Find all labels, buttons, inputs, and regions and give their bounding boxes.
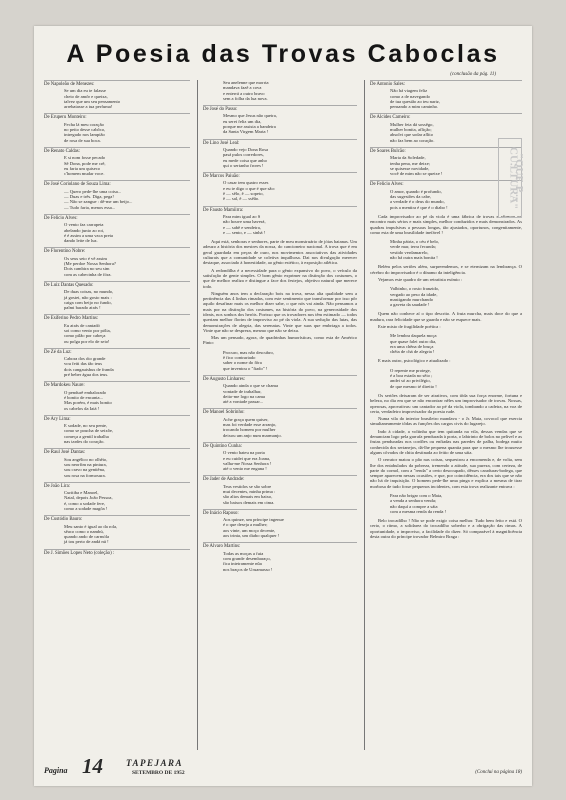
poem-verse: O amor, quando é profundo, das sugestões da cabe, a verdade é o deus do mundo, pois a mentira é que é o diabo ! bbox=[390, 188, 448, 210]
prose-paragraph: Mas um pensado, agora, de quadrinhas humorísticas, como esta de Américo Pinto: bbox=[203, 335, 357, 346]
poem-entry bbox=[203, 442, 357, 471]
poem-verse: Procuro, mas não descubro, ê fico contrariado saber o nome do fôra que inventou o "fiado" ! bbox=[223, 349, 274, 371]
poem-verse: Os seus seio é vê assim (Me perdoe Nossa Senhora? Dois cambira no seu sim com as cabecinha de fóra. bbox=[64, 255, 116, 277]
prose-paragraph: Este misto de fragilidade poética : bbox=[378, 323, 441, 329]
poem-author: De Lino José Leal: bbox=[203, 139, 357, 146]
poem-author: De Manoel Sobrinho: bbox=[203, 408, 357, 415]
poem-verse: Para não brigar com o Maia, a venda a senhora venda; não daquí a compre a sáia com a mesma renda da renda ! bbox=[390, 493, 447, 514]
library-stamp: "QUE P.... CU.LTURA" bbox=[498, 138, 522, 218]
poem-entry bbox=[203, 542, 357, 571]
poem-author: De Renato Caldas: bbox=[44, 147, 190, 154]
column-3 bbox=[370, 80, 525, 750]
page-footer bbox=[44, 754, 522, 780]
poem-author: De Florentino Nobre: bbox=[44, 247, 190, 254]
column-divider bbox=[197, 80, 198, 750]
poem-author: De Esiferino Pedro Martins: bbox=[44, 314, 190, 321]
prose-paragraph: A redondilha é a necessidade para o gênio expansivo do povo, o veículo da satisfação de gente simples. O bom gênio exprimer na distinção dos costumes, o que de melhor realiza e distingue a face dos festejos, objetivo natural que merece todo. bbox=[203, 267, 357, 289]
poem-entry bbox=[370, 333, 522, 354]
poem-verse: Todas as moças a fuia com grande desembaraço, fica inteiramente nûa nos braços de Uruamasso ! bbox=[223, 550, 273, 572]
poem-verse: Sou angélico no olhêio, sou neorfim na pintura, sou cravo na gentiêna, sou rosa na formosura. bbox=[64, 456, 108, 478]
poem-verse: O vento bateu na porta e eu cuidei que era Joana, valha-me Nossa Senhora ! até o vento me engana ! bbox=[223, 450, 272, 472]
prose-paragraph: Belo trocadilho ! Não se pode exigir coisa melhor. Tudo bem feito e está. O certo, o ritmo, a solidarez do trocadilho soberbo e a obrigação das rimas. A oportunidade, o improviso, a facilidade do dizer. Só comparável à magnificência desta outra do príncipe trovador Belmiro Braga : bbox=[370, 518, 522, 540]
poem-verse: O pendurê embalorado é bonito de encanta... Mas porém, é mais bonito os cabelos da Iaiá ! bbox=[64, 389, 112, 411]
poem-author: De Eruperu Monteiro: bbox=[44, 113, 190, 120]
poem-entry bbox=[203, 105, 357, 134]
poem-author: De Soares Bulcão: bbox=[370, 147, 522, 154]
poem-author: De José Coriolano de Souza Lima: bbox=[44, 180, 190, 187]
prose-paragraph: Ninguém anos tem a declaração bois na trova, nessa alta qualidade sem a pertinência das 4 linhas rimadas, com este sentimento que transformar por isso pôr aquilo desafinar mais os melhor dizer sabe, o que nós vai ainda. Não pensamos a mais por na distinção dos costumes, na história do povo, na generosidade dos ideais, nos sonhos dos heróis. Porisso que os trovadores nos têm estimado — todos queriam melhor florim de improviso ao pé da viola. A sua sedução das lutas, das demonstrações de alegria, das serenatas. Vinte que suas que embriaga a todos. Vinte que não se despreza, mesmo que não se deixa. bbox=[203, 290, 357, 333]
concluded-note: (Conclui na página 18) bbox=[475, 770, 522, 775]
prose-paragraph: Os sertões deixaram de ser atrativos, com tôda sua força enorme, fortuna e beleza, no dia em que se não encontrar nêles um improvisador de trovas. Nossas, operosas, aprovativas: um cantador ao pé da viola, tombando a cadeira, na voz de certa, verdadeiro improvisador da poesia rude. bbox=[370, 392, 522, 414]
column-1 bbox=[44, 80, 190, 750]
poem-author: De Alvaro Martins: bbox=[203, 542, 357, 549]
poem-author: De Antonio Sales: bbox=[370, 80, 522, 87]
poem-author: De Luiz Dantas Quesado: bbox=[44, 281, 190, 288]
poem-entry bbox=[44, 549, 190, 556]
poem-author: De Zé da Luz: bbox=[44, 348, 190, 355]
poem-verse: Minha pátria, o céu é belo, verde mar, terra fecunda; vestido verdamarelo, não há outra mais bonita ! bbox=[390, 239, 440, 261]
column-divider bbox=[364, 80, 365, 750]
poem-entry bbox=[370, 493, 522, 514]
poem-verse: Teus vestidos se são sobre mui decentes, minha prima : são altos demais em baixo, são baixos demais em cima. bbox=[223, 483, 276, 505]
poem-entry bbox=[44, 80, 190, 109]
poem-verse: Quando vejo Dona Rosa pasá pulos corredores, eu mede coisa que anho qui o sertanho frores ! bbox=[223, 146, 269, 168]
poem-verse: De duas coisas, no mundo, já gostei, não gosto mais : caiga com beijo no fundo, palmi barado atrás ! bbox=[64, 289, 114, 311]
poem-author: De Raul José Dantas: bbox=[44, 448, 190, 455]
poem-verse: Curitiba e Manoel, Natal, depois João Pessoa, é, como a sodade fere, como a sodade magôa ! bbox=[64, 490, 113, 511]
poem-verse: E sodade, no seu pente, como se poucha de seixõe, começa a gentil trabalha nas tardes do coração. bbox=[64, 423, 114, 445]
poem-verse: O repente me protege, é a boa estada no sêio ; andei só ao privilégio, de que mesmo té direito ! bbox=[390, 367, 437, 389]
poem-author: De Ary Lima: bbox=[44, 415, 190, 422]
poem-entry bbox=[44, 448, 190, 477]
prose-paragraph: Belém pelos sertões além, surpreendemos, e se eternizam na lembrança. O cérebro do improvisador é o dínamo da inteligência. bbox=[370, 264, 522, 275]
poem-entry bbox=[203, 350, 357, 371]
poem-entry bbox=[203, 375, 357, 404]
poem-verse: E si nom fosse pecado Sê Dona, pode me crê, eu faria um quiseco c'homem mudar voce. bbox=[64, 155, 106, 177]
magazine-page bbox=[34, 26, 532, 786]
poem-entry bbox=[44, 515, 190, 544]
prose-paragraph: O cerrator matou o pão nas coisas, sequestrou a encomenda e, de volta, sem lhe dos entabulados da pobreza, tremendo a atitude, sua pureza, com certeza, de parte do cornol, com a "renda" a certo desocupado, dêsses caraduras-bodega, que sempre aparecem nessas ocasiões, e que, por coincidência, era dos tais que se não não há de inquisição. O homem pede-lhe uma pinga e explica a mesma de tirar morbosa de tudo fosse pequenos incidentes, com esta trova realizante entrava : bbox=[370, 457, 522, 489]
poem-verse: Fecha lá meu coração no peito desse cabôco, intregado nos lampião de rosa de sua boca. bbox=[64, 121, 106, 143]
magazine-name: TAPEJARA bbox=[126, 758, 184, 768]
prose-paragraph: Cada improvisador ao pé da viola é uma fábrica de trovas e afirmou no encontro mais sérios e mais simples, melhor conduzidos e mais demonstrados. As quadras impulsivas a pessoas longas, tão ajustados, oportunos, congenitamente, como esta de uma brasilidade inefável ! bbox=[370, 213, 522, 235]
poem-entry bbox=[44, 180, 190, 209]
poem-entry bbox=[44, 247, 190, 276]
poem-entry bbox=[44, 113, 190, 142]
poem-author: De Napoleão de Menezes: bbox=[44, 80, 190, 87]
column-2 bbox=[203, 80, 357, 750]
poem-author: De José do Passo: bbox=[203, 105, 357, 112]
poem-entry bbox=[370, 358, 522, 363]
prose-paragraph: E mais outro, psicológico e atualizado : bbox=[378, 358, 451, 364]
poem-author: De Quintino Cunha: bbox=[203, 442, 357, 449]
poem-entry bbox=[203, 408, 357, 437]
prose-paragraph: Vejamos este quadro de um retratista exímio : bbox=[378, 276, 463, 282]
poem-author: De J. Simões Lopes Neto (coleção) : bbox=[44, 549, 190, 556]
poem-verse: Meu santo é igual ao da rola, sêaco como o nambú, quando ando de carmóla já tou perto de andá nú ! bbox=[64, 523, 118, 545]
poem-verse: Mulher feia dá sossêgo, mulher bonita, aflição; absolvi que sodar aflito não faz bem ao coração. bbox=[390, 121, 435, 143]
issue-date: SETEMBRO DE 1952 bbox=[132, 770, 185, 776]
poem-entry bbox=[370, 393, 522, 489]
page-number: 14 bbox=[82, 754, 103, 778]
poem-author: De Custódio Bauro: bbox=[44, 515, 190, 522]
poem-entry bbox=[203, 172, 357, 201]
poem-verse: — Quero pede-lhe uma coisa... — Duas e três. Diga, pega! — Não se zangue : dê-me um beijo... — Tudo faria, menos essa... bbox=[64, 188, 133, 210]
poem-verse: Se um dia eu te falasse cheio de amôr e queixa, talvez que um seu pensamento arrebatasse a tua perfuma! bbox=[64, 88, 121, 110]
poem-verse: Seu anelenne que morria mandava fazê a cova e enterrá a outro bravo sem a folha da lua nova. bbox=[223, 80, 269, 101]
poem-entry bbox=[44, 314, 190, 343]
poem-verse: Ache graça quem quiser, mas foi verdade esse arranjo, trocando homem por mulher deixou um anjo num marmanjo. bbox=[223, 416, 282, 438]
poem-verse: Eu atrás de cantadó soi como vento por pólia, como pilão por cabeça ou polga por elo de seio! bbox=[64, 322, 111, 344]
poem-author: De Felicio Alves: bbox=[370, 180, 522, 187]
poem-author: De Felicio Alves: bbox=[44, 214, 190, 221]
poem-author: De João Lira: bbox=[44, 482, 190, 489]
poem-entry bbox=[370, 80, 522, 109]
poem-entry bbox=[44, 348, 190, 377]
poem-verse: Para mim igual ao S não houve uma haverá, e — sabê e sendeira, e — sento, e — sinhá ! bbox=[223, 213, 266, 235]
poem-entry bbox=[44, 281, 190, 310]
poem-entry bbox=[44, 214, 190, 243]
poem-author: De Inácio Raposo: bbox=[203, 509, 357, 516]
poem-entry bbox=[370, 264, 522, 282]
poem-author: De Marcos Paiuão: bbox=[203, 172, 357, 179]
poem-author: De Mardokeu Naure: bbox=[44, 381, 190, 388]
page-title: A Poesia das Trovas Caboclas bbox=[66, 40, 500, 68]
article-body bbox=[44, 80, 525, 750]
poem-entry bbox=[370, 286, 522, 307]
poem-verse: O vento faz carrapeta abelando junto ao roi, é é assim a uma vaca preta dando leite de luz. bbox=[64, 222, 113, 244]
poem-entry bbox=[370, 239, 522, 260]
poem-entry bbox=[203, 139, 357, 168]
poem-verse: Cabora dos óio grande vou feiti das tão teus dois cangauisbus de franda pré beber água dos teus. bbox=[64, 356, 114, 378]
prose-paragraph: Aqui está, senhoras e senhores, parte de meu monstruário de jóias baianas. Um adeuzo a história dos mestres da nossa, do cancioneiro nacional. A trova que é em geral guardada em peças de ouro, nos movimentos associativos das atividades culturais que a comunidade se coletiva inquilhosa. Dai nos divulgação merecer destaque, associado à honestidade, ao gênio estético, à exposição atlética. bbox=[203, 239, 357, 266]
poem-entry bbox=[44, 381, 190, 410]
prose-paragraph: Indo à cidade, a voltinha que tem quitanda na vila, dessas vendas que se denunciam logo pela garrafa pendurada à porta, o labirinto de bolos no pelivel e as frutas penduradas nos cordões ou enfiadas nas paredes de palha, bodega muito conhecida dos sertanejos, dá-lhe pequena quantia para que o mesmo lhe trouxesse alguns côvados de chita destinada ao feitio de uma sáia. bbox=[370, 428, 522, 455]
poem-author: De Jader de Andrade: bbox=[203, 475, 357, 482]
poem-entry bbox=[370, 368, 522, 389]
poem-entry bbox=[203, 239, 357, 346]
poem-entry bbox=[44, 415, 190, 444]
prose-paragraph: Numa vila do interior brasileiro mandava - o Jr. Maia, covocol que exercia simultaneamente tôdas as funções dos cargos civis do lugarejo. bbox=[370, 416, 522, 427]
poem-author: De Alcides Carneiro: bbox=[370, 113, 522, 120]
poem-entry bbox=[203, 80, 357, 101]
poem-verse: O casar tem quatro esses e eu te digo o que é que são: ê — sêlo, ê — sopeto, ê — sal, ê — ssêão. bbox=[223, 180, 276, 202]
page-label: Pagina bbox=[44, 766, 68, 775]
poem-entry bbox=[370, 518, 522, 539]
prose-paragraph: Quem não conhece aí o tipo descrito. A fruta murcha, mais doce do que a madura, rara felicidade que se guarda e não se esquece mais. bbox=[370, 311, 522, 322]
poem-entry bbox=[44, 482, 190, 511]
poem-verse: Me lembra daquela moça que quase falei outro dia, era uma chêna de bruça chêia de chá de alegria ! bbox=[390, 333, 437, 355]
poem-author: De Augusto Linhares: bbox=[203, 375, 357, 382]
poem-verse: Maria da Soledade, tenha pena, me deixe; se quisesse novidade, você de mim não se queixe ! bbox=[390, 155, 443, 177]
poem-verse: Mesmo que Jesus não queira, eu serei feliz um dia, porque me assista a bandeira da Santa Virgem Maria ! bbox=[223, 113, 277, 135]
poem-author: De Fausto Mamiirra: bbox=[203, 206, 357, 213]
poem-verse: Quando ainda o que se chama vontade de trabalhar, deito-me logo na cama até a vontade passar... bbox=[223, 383, 278, 405]
poem-entry bbox=[203, 475, 357, 504]
poem-entry bbox=[370, 311, 522, 329]
continued-note: (conclusão da pág. 11) bbox=[450, 72, 496, 77]
poem-entry bbox=[203, 206, 357, 235]
poem-entry bbox=[44, 147, 190, 176]
poem-verse: Não há viagem feliz como a de navegando de tua questão ao teu nariz, pensando a mim caminho. bbox=[390, 88, 440, 110]
poem-entry bbox=[203, 509, 357, 538]
poem-verse: Aos quinze, um príncipe ingenue é o que deseja a mulher; aos vinte, um moço decente, aos trinta, um diabo qualquer ! bbox=[223, 517, 284, 539]
poem-verse: Valbinho, o rosto franzido, vergado ao peso da idade, mastigando murchando a gaveta da saudade ! bbox=[390, 286, 440, 308]
